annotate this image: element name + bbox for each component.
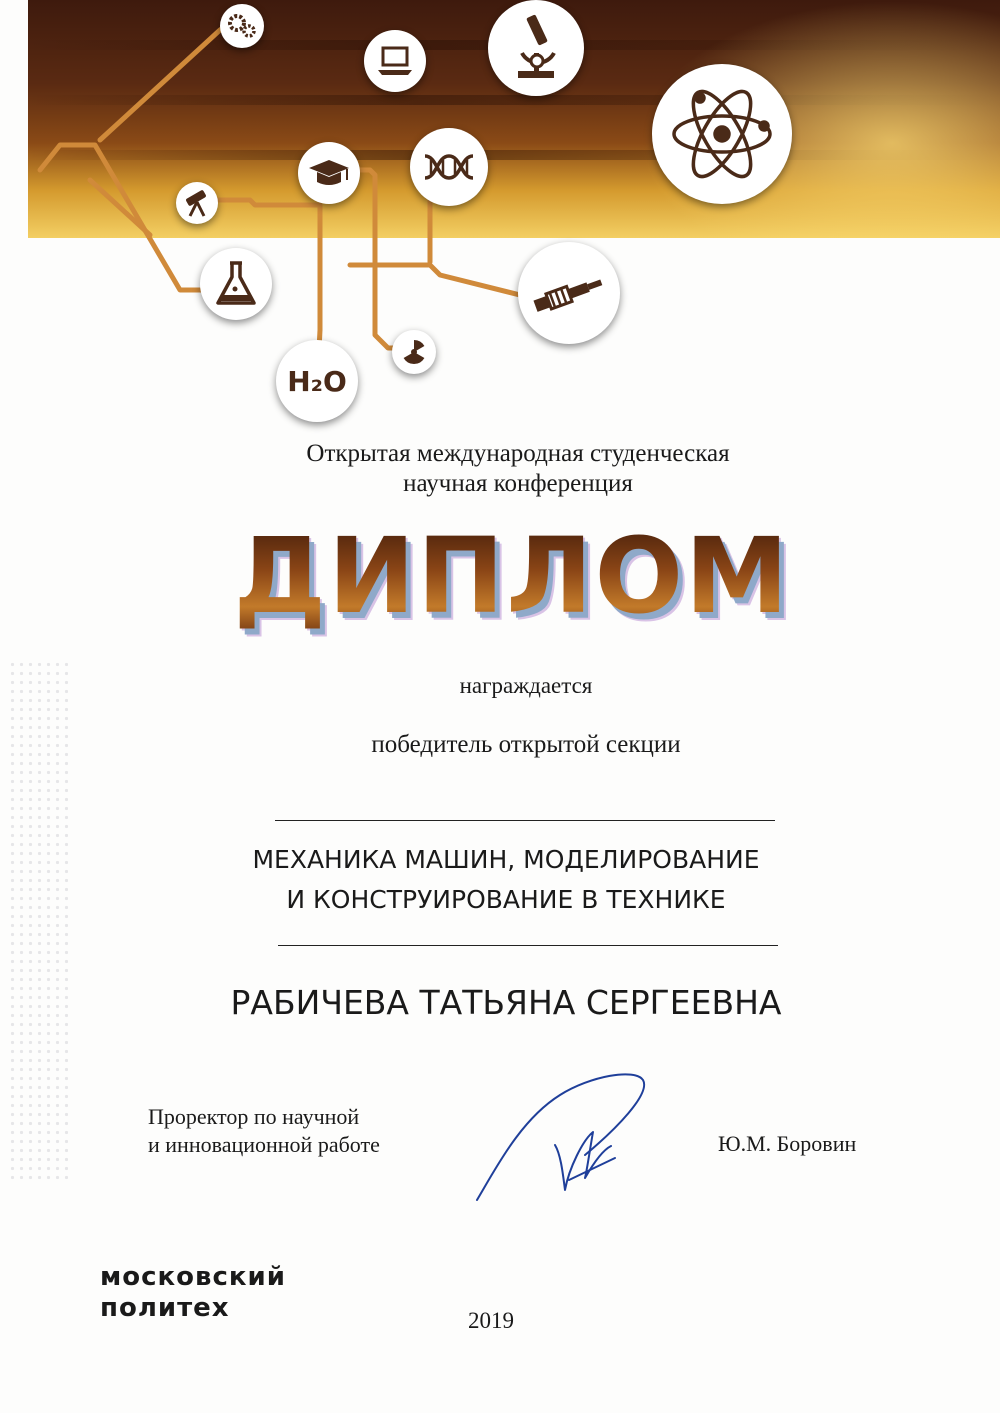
telescope-icon [176,182,218,224]
dna-icon [410,128,488,206]
signature [465,1060,665,1220]
winner-text: победитель открытой секции [371,731,681,758]
h2o-label: H₂O [287,364,347,398]
microscope-icon [488,0,584,96]
signatory-position-line-1: Проректор по научной [148,1104,360,1129]
section-line-1: МЕХАНИКА МАШИН, МОДЕЛИРОВАНИЕ [252,845,760,874]
awarded-text: награждается [459,673,593,698]
divider-top [275,820,775,821]
recipient-name: РАБИЧЕВА ТАТЬЯНА СЕРГЕЕВНА [230,983,782,1022]
gears-icon [220,4,264,48]
graduation-cap-icon [298,142,360,204]
radiation-icon [392,330,436,374]
h2o-icon [276,340,358,422]
section-line-2: И КОНСТРУИРОВАНИЕ В ТЕХНИКЕ [286,885,726,914]
logo-line-2: политех [100,1293,230,1323]
atom-icon [652,64,792,204]
signatory-position-line-2: и инновационной работе [148,1132,380,1157]
conference-line-2: научная конференция [403,470,633,497]
conference-line-1: Открытая международная студенческая [306,440,730,467]
signatory-name: Ю.М. Боровин [718,1131,857,1156]
diploma-title: ДИПЛОМ [0,515,1000,637]
laptop-icon [364,30,426,92]
spark-plug-icon [518,242,620,344]
logo-line-1: московский [100,1262,286,1292]
year: 2019 [468,1308,514,1333]
divider-bottom [278,945,778,946]
flask-icon [200,248,272,320]
